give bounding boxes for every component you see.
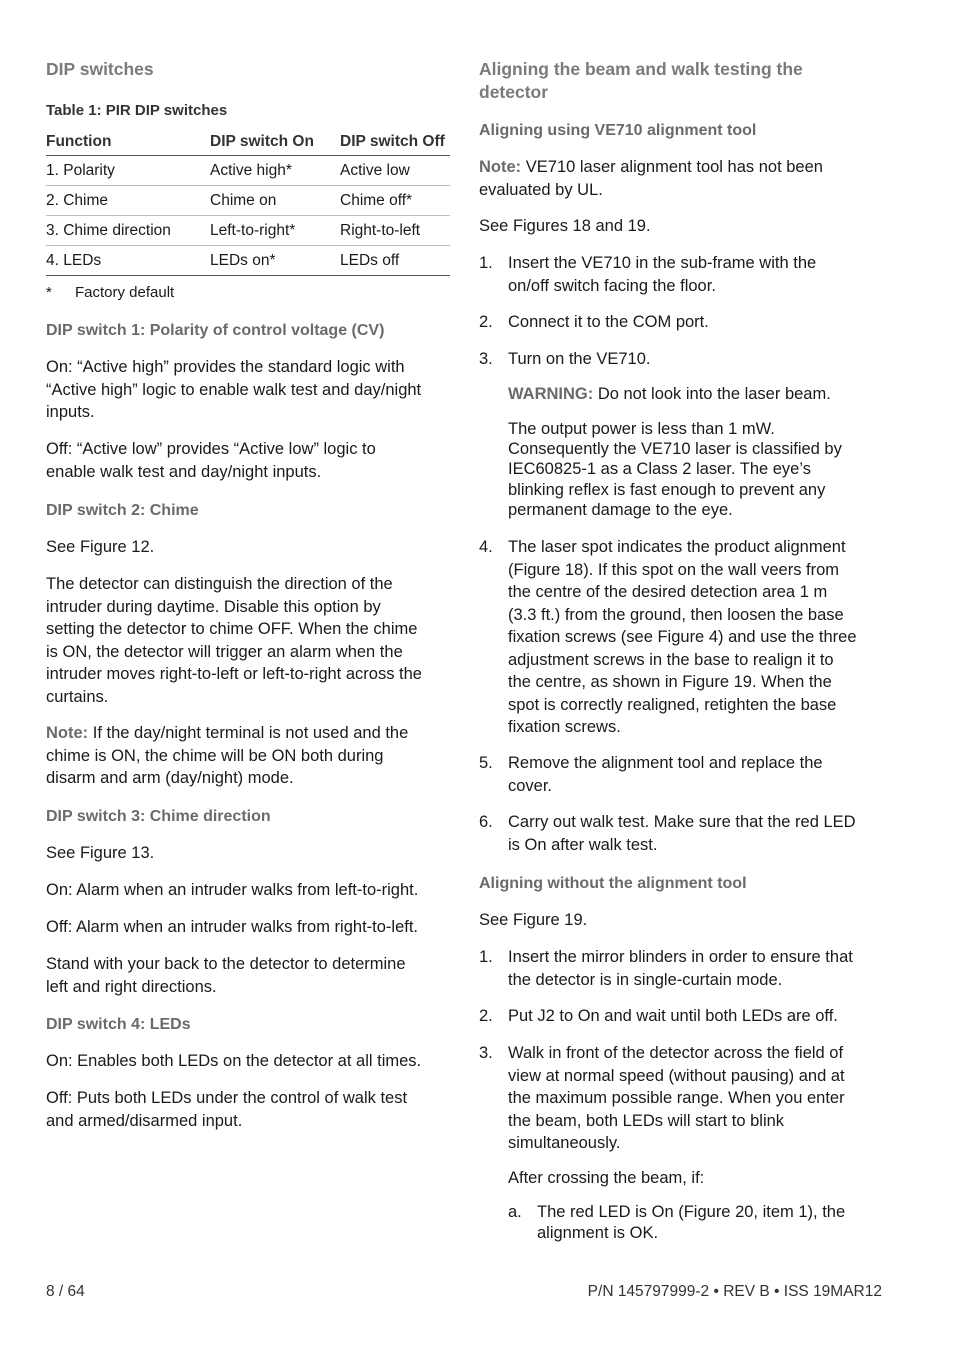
table-cell: Chime off* [340,186,450,216]
sw1-heading: DIP switch 1: Polarity of control voltage (CV) [46,322,385,339]
sw2-see: See Figure 12. [46,538,155,556]
see-figure: See Figure 19. [479,911,588,929]
sw2-note: Note: If the day/night terminal is not used and the chime is ON, the chime will be ON both during disarm and arm (day/night) mode. [46,724,409,787]
list-item: 2. Connect it to the COM port. [479,313,709,331]
sw3-see: See Figure 13. [46,844,155,862]
sub-heading: Aligning without the alignment tool [479,875,747,892]
sw3-stand: Stand with your back to the detector to determine left and right directions. [46,955,406,996]
table-cell: 2. Chime [46,186,210,216]
section-heading: DIP switches [46,59,154,79]
sw3-on: On: Alarm when an intruder walks from left-to-right. [46,881,419,899]
list-item: 6. Carry out walk test. Make sure that the red LED is On after walk test. [479,813,856,854]
note-label: Note: [479,158,522,176]
sw4-heading: DIP switch 4: LEDs [46,1016,191,1033]
table-row [46,186,450,216]
table-cell: Left-to-right* [210,216,340,246]
table-row [46,216,450,246]
table-cell: Active low [340,156,450,186]
table-cell: 1. Polarity [46,156,210,186]
table-cell: Active high* [210,156,340,186]
list-item: 5. Remove the alignment tool and replace the cover. [479,754,823,795]
sw4-off: Off: Puts both LEDs under the control of walk test and armed/disarmed input. [46,1089,408,1130]
part-number: P/N 145797999-2 • REV B • ISS 19MAR12 [587,1283,882,1300]
list-item: 3. Walk in front of the detector across the field of view at normal speed (without pausing) and at the maximum possible range. When you enter the beam, both LEDs will start to blink simultaneously. [479,1044,845,1152]
page-number: 8 / 64 [46,1283,85,1300]
output-power-text: The output power is less than 1 mW. Consequently the VE710 laser is classified by IEC60825-1 as a Class 2 laser. The eye’s blinking reflex is fast enough to prevent any permanent damage to the eye. [508,420,842,519]
warning-label: WARNING: [508,385,594,403]
see-figures: See Figures 18 and 19. [479,217,651,235]
warning-text: WARNING: Do not look into the laser beam. [508,385,831,403]
dip-table [46,128,450,276]
table-header-row [46,128,450,156]
table-cell: Right-to-left [340,216,450,246]
list-item: 2. Put J2 to On and wait until both LEDs are off. [479,1007,838,1025]
table-header-cell: DIP switch On [210,128,340,156]
list-item: 1. Insert the VE710 in the sub-frame with the on/off switch facing the floor. [479,254,817,295]
list-item: 3. Turn on the VE710. [479,350,651,368]
table-row [46,156,450,186]
table-cell: LEDs on* [210,246,340,276]
sw2-heading: DIP switch 2: Chime [46,502,199,519]
table-cell: Chime on [210,186,340,216]
list-item: 4. The laser spot indicates the product alignment (Figure 18). If this spot on the wall veers from the centre of the desired detection area 1 m (3.3 ft.) from the ground, then loosen the base fixation screws (see Figure 4) and use the three adjustment screws in the base to realign it to the centre, as shown in Figure 19. When the spot is correctly realigned, retighten the base fixation screws. [479,538,857,736]
sw3-off: Off: Alarm when an intruder walks from right-to-left. [46,918,418,936]
table-caption: Table 1: PIR DIP switches [46,102,228,119]
section-heading: Aligning the beam and walk testing the detector [479,59,803,102]
sw3-heading: DIP switch 3: Chime direction [46,808,271,825]
sw4-on: On: Enables both LEDs on the detector at all times. [46,1052,422,1070]
sw2-body: The detector can distinguish the direction of the intruder during daytime. Disable this option by setting the detector to chime OFF. When the chime is ON, the detector will trigger an alarm when the intruder moves right-to-left or left-to-right across the curtains. [46,575,422,706]
list-item: a. The red LED is On (Figure 20, item 1), the alignment is OK. [508,1203,846,1242]
sw1-off-text: Off: “Active low” provides “Active low” logic to enable walk test and day/night inputs. [46,440,376,481]
footnote-text: Factory default [75,284,175,301]
table-cell: 3. Chime direction [46,216,210,246]
table-header-cell: Function [46,128,210,156]
note-label: Note: [46,724,89,742]
table-header-cell: DIP switch Off [340,128,450,156]
after-crossing: After crossing the beam, if: [508,1169,705,1187]
table-cell: 4. LEDs [46,246,210,276]
sw1-on-text: On: “Active high” provides the standard logic with “Active high” logic to enable walk test and day/night inputs. [46,358,422,421]
footnote-mark: * [46,284,52,301]
sub-heading: Aligning using VE710 alignment tool [479,122,757,139]
table-cell: LEDs off [340,246,450,276]
table-row [46,246,450,276]
note-paragraph: Note: VE710 laser alignment tool has not been evaluated by UL. [479,158,823,199]
list-item: 1. Insert the mirror blinders in order to ensure that the detector is in single-curtain mode. [479,948,853,989]
